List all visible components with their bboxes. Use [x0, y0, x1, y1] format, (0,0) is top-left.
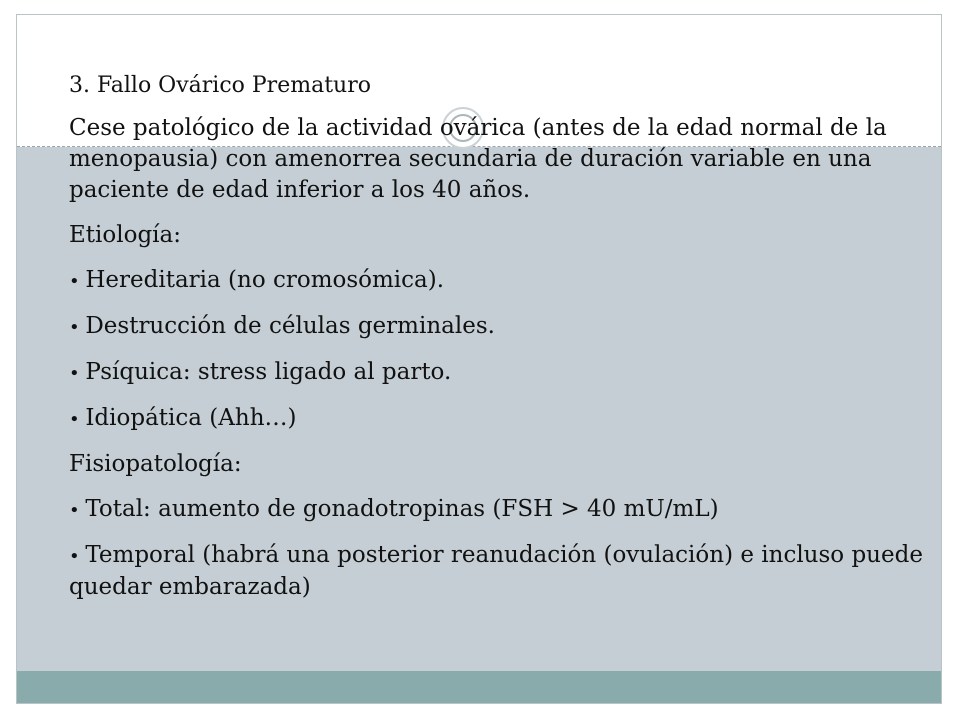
etiologia-item: • Idiopática (Ahh…) — [69, 403, 929, 435]
etiologia-item: • Destrucción de células germinales. — [69, 311, 929, 343]
etiologia-heading: Etiología: — [69, 222, 181, 248]
slide-content — [69, 71, 929, 617]
fisiopatologia-item: • Total: aumento de gonadotropinas (FSH > 40 mU/mL) — [69, 494, 929, 526]
slide-frame — [16, 14, 942, 704]
fisiopatologia-item: • Temporal (habrá una posterior reanudación (ovulación) e incluso puede quedar embarazada) — [69, 540, 929, 603]
slide-footer-band — [17, 671, 941, 704]
etiologia-item: • Hereditaria (no cromosómica). — [69, 265, 929, 297]
etiologia-item: • Psíquica: stress ligado al parto. — [69, 357, 929, 389]
slide-title: 3. Fallo Ovárico Prematuro — [69, 73, 371, 98]
fisiopatologia-heading: Fisiopatología: — [69, 451, 242, 477]
definition-text: Cese patológico de la actividad ovárica (antes de la edad normal de la menopausia) con amenorrea secundaria de duración variable en una paciente de edad inferior a los 40 años. — [69, 115, 887, 203]
